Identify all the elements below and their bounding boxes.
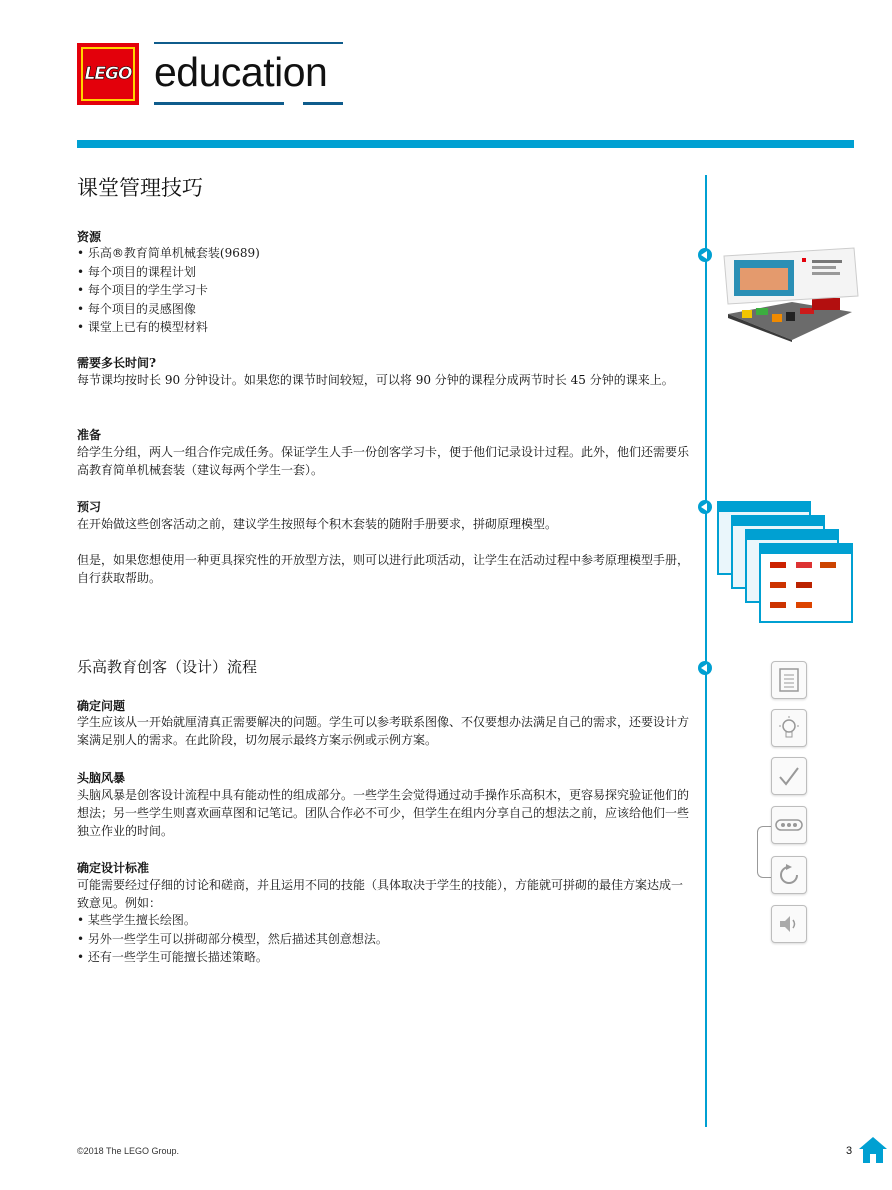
brick-red-pile xyxy=(812,298,840,310)
checkmark-icon[interactable] xyxy=(771,757,807,795)
card-4-model-1 xyxy=(770,562,786,568)
brick-orange xyxy=(772,314,782,322)
brand-rule-bottom-right xyxy=(303,102,343,105)
progress-dots-icon-dot-3 xyxy=(793,823,797,827)
brick-red xyxy=(800,308,814,314)
resources-item: • 课堂上已有的模型材料 xyxy=(77,318,260,337)
document-icon[interactable] xyxy=(771,661,807,699)
refresh-icon-arc xyxy=(781,867,797,883)
card-4-model-6 xyxy=(770,602,786,608)
card-4-header xyxy=(760,544,852,554)
lego-logo-text: LEGO xyxy=(84,64,132,84)
kit-box-label-3 xyxy=(812,272,840,275)
refresh-icon[interactable] xyxy=(771,856,807,894)
brainstorm-text: 头脑风暴是创客设计流程中具有能动性的组成部分。一些学生会觉得通过动手操作乐高积木，更容易探究验证他们的想法；另一些学生则喜欢画草图和记笔记。团队合作必不可少，但学生在组内分享自己的想法之前，应该给他们一些独立作业的时间。 xyxy=(77,788,690,838)
preview-heading: 预习 xyxy=(77,500,102,514)
resources-item: • 每个项目的学生学习卡 xyxy=(77,281,260,300)
refresh-icon-glyph xyxy=(778,864,800,886)
card-2-header xyxy=(732,516,824,526)
time-heading: 需要多长时间? xyxy=(77,356,157,370)
home-icon[interactable] xyxy=(858,1135,888,1165)
speaker-icon-body xyxy=(780,916,790,932)
resources-heading: 资源 xyxy=(77,230,102,244)
lightbulb-icon[interactable] xyxy=(771,709,807,747)
refresh-icon-arrow xyxy=(786,864,792,870)
speaker-icon-wave xyxy=(793,920,795,928)
header-band xyxy=(77,140,854,148)
lightbulb-icon-glyph xyxy=(777,715,801,741)
progress-dots-icon-dot-1 xyxy=(781,823,785,827)
lego-logo-frame xyxy=(81,47,135,101)
home-icon-shape xyxy=(859,1137,887,1163)
icon-connector xyxy=(757,826,772,878)
pointer-marker-resources xyxy=(698,248,712,262)
section-title-process: 乐高教育创客（设计）流程 xyxy=(77,658,258,676)
kit-box-photo-people xyxy=(740,268,788,290)
define-text: 学生应该从一开始就厘清真正需要解决的问题。学生可以参考联系图像、不仅要想办法满足自己的需求，还要设计方案满足别人的需求。在此阶段，切勿展示最终方案示例或示例方案。 xyxy=(77,715,690,747)
card-4-model-3 xyxy=(820,562,836,568)
brand-rule-top xyxy=(154,42,343,44)
brick-green xyxy=(756,308,768,315)
copyright: ©2018 The LEGO Group. xyxy=(77,1146,180,1156)
pointer-marker-process xyxy=(698,661,712,675)
lego-logo xyxy=(77,43,139,105)
prep-text: 给学生分组，两人一组合作完成任务。保证学生人手一份创客学习卡，便于他们记录设计过程。此外，他们还需要乐高教育简单机械套装（建议每两个学生一套）。 xyxy=(77,445,690,477)
card-4 xyxy=(760,544,852,622)
criteria-item: • 还有一些学生可能擅长描述策略。 xyxy=(77,948,388,967)
resources-item: • 乐高®教育简单机械套装(9689) xyxy=(77,244,260,263)
preview-text-2: 但是，如果您想使用一种更具探究性的开放型方法，则可以进行此项活动，让学生在活动过程中参考原理模型手册，自行获取帮助。 xyxy=(77,553,690,585)
page-title: 课堂管理技巧 xyxy=(77,176,203,200)
criteria-text: 可能需要经过仔细的讨论和磋商，并且运用不同的技能（具体取决于学生的技能），方能就可拼砌的最佳方案达成一致意见。例如： xyxy=(77,878,684,910)
progress-dots-icon-dot-2 xyxy=(787,823,791,827)
kit-box-label-1 xyxy=(812,260,842,263)
card-4-model-2 xyxy=(796,562,812,568)
criteria-list xyxy=(77,911,388,967)
card-3-header xyxy=(746,530,838,540)
preview-text-1: 在开始做这些创客活动之前，建议学生按照每个积木套装的随附手册要求，拼砌原理模型。 xyxy=(77,517,558,531)
checkmark-icon-glyph xyxy=(778,765,800,787)
margin-rule xyxy=(705,175,707,1127)
progress-dots-icon-glyph xyxy=(775,818,803,832)
brick-yellow xyxy=(742,310,752,318)
document-icon-glyph xyxy=(779,668,799,692)
speaker-icon[interactable] xyxy=(771,905,807,943)
brand-rule-bottom-left xyxy=(154,102,284,105)
kit-box-label-2 xyxy=(812,266,836,269)
kit-box-label-mark xyxy=(802,258,806,262)
card-4-model-7 xyxy=(796,602,812,608)
define-heading: 确定问题 xyxy=(77,699,126,713)
instruction-cards-image xyxy=(716,498,856,628)
criteria-item: • 某些学生擅长绘图。 xyxy=(77,911,388,930)
card-1-header xyxy=(718,502,810,512)
page-number: 3 xyxy=(846,1145,853,1157)
prep-heading: 准备 xyxy=(77,428,102,442)
resources-item: • 每个项目的课程计划 xyxy=(77,263,260,282)
resources-item: • 每个项目的灵感图像 xyxy=(77,300,260,319)
card-4-model-4 xyxy=(770,582,786,588)
resources-list xyxy=(77,244,260,337)
card-4-model-5 xyxy=(796,582,812,588)
lightbulb-icon-bulb xyxy=(783,720,795,732)
brick-black xyxy=(786,312,795,321)
pointer-marker-preview xyxy=(698,500,712,514)
document-icon-outline xyxy=(780,669,798,691)
time-text: 每节课均按时长 90 分钟设计。如果您的课节时间较短，可以将 90 分钟的课程分成两节时长 45 分钟的课来上。 xyxy=(77,373,674,387)
kit-image xyxy=(722,242,862,342)
brainstorm-heading: 头脑风暴 xyxy=(77,771,126,785)
speaker-icon-glyph xyxy=(778,914,800,934)
brand-wordmark: education xyxy=(154,49,328,95)
checkmark-icon-stroke xyxy=(780,768,798,784)
criteria-heading: 确定设计标准 xyxy=(77,861,150,875)
progress-dots-icon[interactable] xyxy=(771,806,807,844)
criteria-item: • 另外一些学生可以拼砌部分模型，然后描述其创意想法。 xyxy=(77,930,388,949)
